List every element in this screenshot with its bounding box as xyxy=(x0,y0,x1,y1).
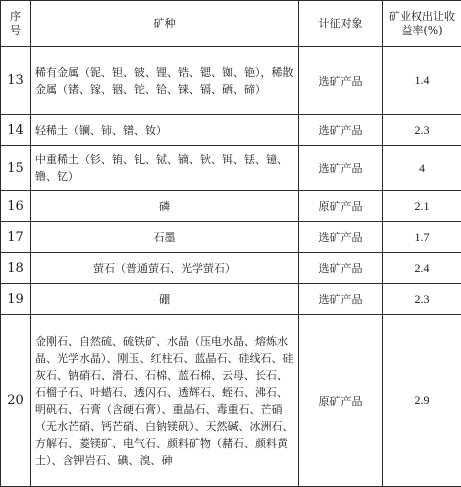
table-row xyxy=(1,222,461,253)
row-number: 14 xyxy=(1,115,31,146)
row-number: 19 xyxy=(1,284,31,315)
table-header-row xyxy=(1,1,461,47)
row-number: 18 xyxy=(1,253,31,284)
row-mineral: 磷 xyxy=(31,191,299,222)
row-levy-object: 选矿产品 xyxy=(299,146,383,191)
table-row xyxy=(1,284,461,315)
header-mineral-type: 矿种 xyxy=(31,1,299,47)
row-rate: 2.4 xyxy=(383,253,461,284)
row-number: 17 xyxy=(1,222,31,253)
row-rate: 2.9 xyxy=(383,315,461,487)
row-number: 20 xyxy=(1,315,31,487)
header-rate: 矿业权出让收益率(%) xyxy=(383,1,461,47)
row-levy-object: 选矿产品 xyxy=(299,222,383,253)
row-number: 16 xyxy=(1,191,31,222)
row-levy-object: 选矿产品 xyxy=(299,253,383,284)
header-levy-object: 计征对象 xyxy=(299,1,383,47)
row-mineral: 硼 xyxy=(31,284,299,315)
row-levy-object: 原矿产品 xyxy=(299,191,383,222)
row-rate: 2.1 xyxy=(383,191,461,222)
row-rate: 1.4 xyxy=(383,47,461,115)
header-serial-number: 序号 xyxy=(1,1,31,47)
row-mineral: 轻稀土（镧、铈、镨、钕） xyxy=(31,115,299,146)
row-mineral: 石墨 xyxy=(31,222,299,253)
row-levy-object: 选矿产品 xyxy=(299,115,383,146)
table-row xyxy=(1,253,461,284)
row-mineral: 中重稀土（钐、铕、钆、铽、镝、钬、铒、铥、镱、镥、钇） xyxy=(31,146,299,191)
table-row xyxy=(1,315,461,487)
row-number: 13 xyxy=(1,47,31,115)
table-row xyxy=(1,146,461,191)
row-rate: 2.3 xyxy=(383,115,461,146)
table-row xyxy=(1,191,461,222)
row-rate: 4 xyxy=(383,146,461,191)
row-levy-object: 选矿产品 xyxy=(299,47,383,115)
row-levy-object: 原矿产品 xyxy=(299,315,383,487)
row-mineral: 稀有金属（铌、钽、铍、锂、锆、锶、铷、铯），稀散金属（锗、镓、铟、铊、铪、铼、镉、硒、碲） xyxy=(31,47,299,115)
row-rate: 1.7 xyxy=(383,222,461,253)
row-levy-object: 选矿产品 xyxy=(299,284,383,315)
row-number: 15 xyxy=(1,146,31,191)
row-mineral: 萤石（普通萤石、光学萤石） xyxy=(31,253,299,284)
table-row xyxy=(1,47,461,115)
row-mineral: 金刚石、自然硫、硫铁矿、水晶（压电水晶、熔炼水晶、光学水晶）、刚玉、红柱石、蓝晶石、硅线石、硅灰石、钠硝石、滑石、石棉、蓝石棉、云母、长石、石榴子石、叶蜡石、透闪石、透辉石、蛭石、沸石、明矾石、石膏（含硬石膏）、重晶石、毒重石、芒硝（无水芒硝、钙芒硝、白钠镁矾）、天然碱、冰洲石、方解石、菱镁矿、电气石、颜料矿物（赭石、颜料黄土）、含钾岩石、碘、溴、砷 xyxy=(31,315,299,487)
table-row xyxy=(1,115,461,146)
row-rate: 2.3 xyxy=(383,284,461,315)
